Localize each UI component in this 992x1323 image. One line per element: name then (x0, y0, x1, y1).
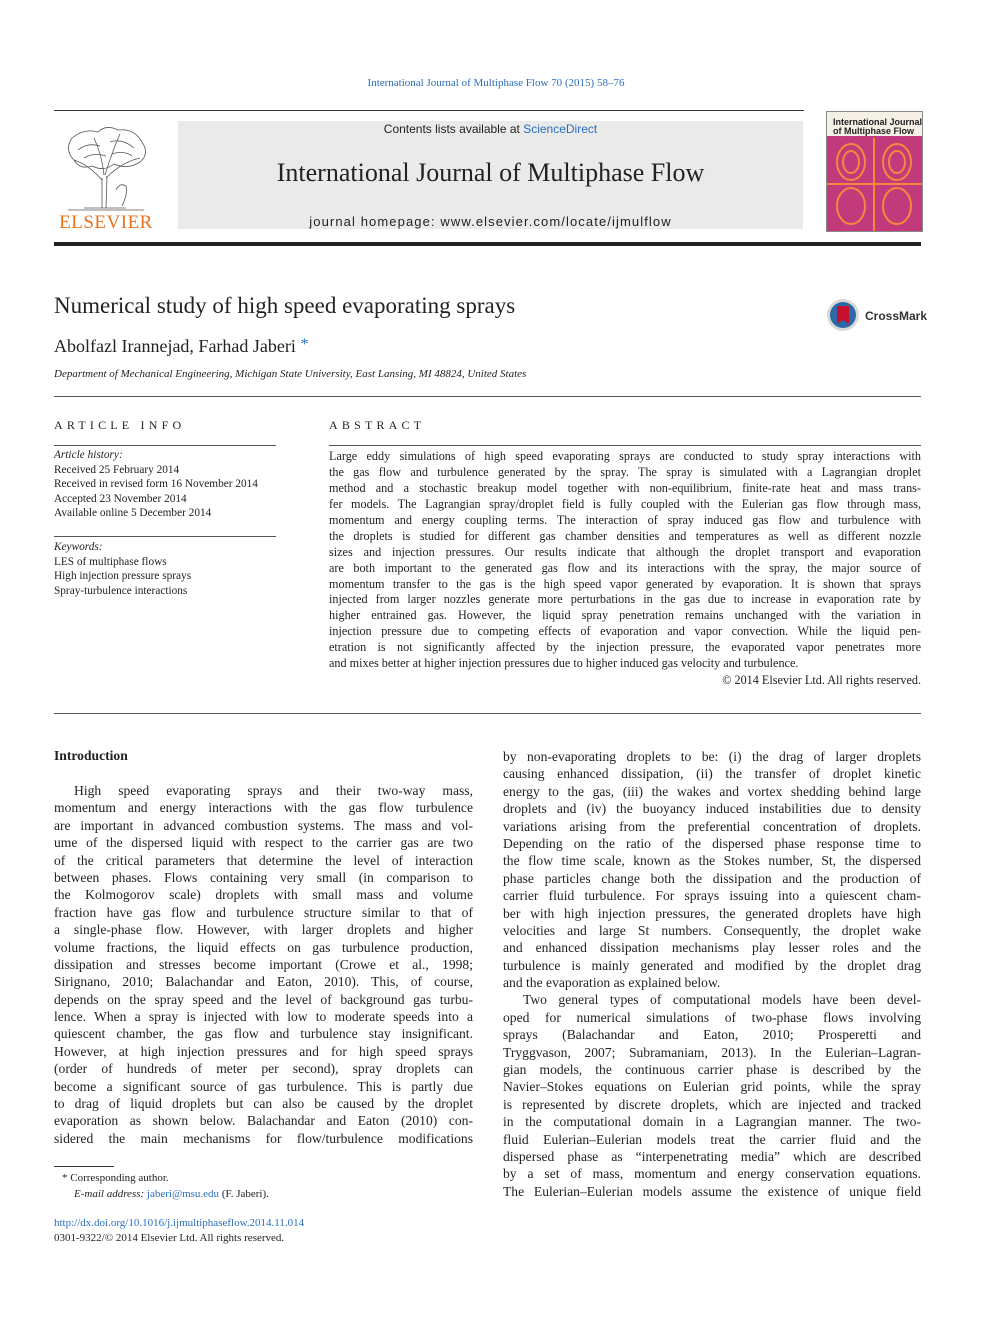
body-line: momentum and energy interactions with the gas flow turbulence (54, 800, 473, 816)
article-history (54, 448, 284, 521)
body-line: between phases. Flows containing very small (in comparison to (54, 869, 473, 885)
abstract-line: the droplets is studied for different gas chamber densities and temperatures as well as different nozzle (329, 528, 921, 543)
abstract-line: momentum and energy coupling terms. The interaction of spray induced gas flow and turbulence with (329, 512, 921, 527)
keyword-item: High injection pressure sprays (54, 570, 192, 583)
abstract-line: injected from larger nozzles generate more perturbations in the gas due to increase in evaporation rate by (329, 592, 921, 607)
body-line: fraction have gas flow and turbulence structure similar to that of (54, 904, 473, 920)
body-line: sprays (Balachandar and Eaton, 2010; Prosperetti and (503, 1027, 921, 1043)
history-received: Received 25 February 2014 (54, 463, 180, 476)
body-line: dispersed phase as “interpenetrating media” which are described (503, 1148, 921, 1164)
footnote (54, 1170, 269, 1202)
affiliation: Department of Mechanical Engineering, Michigan State University, East Lansing, MI 48824, United States (54, 368, 527, 380)
body-line: High speed evaporating sprays and their two-way mass, (74, 783, 473, 798)
abstract-line: sizes and injection pressures. Our results indicate that although the droplet transport and evaporation (329, 544, 921, 559)
corresponding-author-note: * Corresponding author. (62, 1172, 169, 1184)
body-line: droplets and (iv) the buoyancy induced instabilities due to density (503, 801, 921, 817)
abstract-line: the gas flow and turbulence generated by the spray. The spray is simulated with a Lagrangian droplet (329, 464, 921, 479)
history-online: Available online 5 December 2014 (54, 507, 212, 520)
corresponding-author-mark[interactable]: * (300, 336, 309, 353)
body-line: oped for numerical simulations of two-phase flows involving (503, 1009, 921, 1025)
body-line: velocities and large St numbers. Consequently, the droplet wake (503, 922, 921, 938)
body-line: a single-phase flow. However, with larger droplets and higher (54, 922, 473, 938)
body-line: The Eulerian–Eulerian models assume the existence of unique field (503, 1183, 921, 1199)
abstract-copyright: © 2014 Elsevier Ltd. All rights reserved. (722, 673, 921, 687)
history-revised: Received in revised form 16 November 2014 (54, 478, 258, 491)
body-line: by a set of mass, momentum and energy conservation equations. (503, 1166, 921, 1182)
email-link[interactable]: jaberi@msu.edu (146, 1188, 220, 1200)
history-accepted: Accepted 23 November 2014 (54, 492, 187, 505)
section-heading-introduction: Introduction (54, 748, 128, 763)
abstract-line: method and a stochastic breakup model together with non-equilibrium, finite-rate heat and mass trans- (329, 480, 921, 495)
abstract-line: injection pressure due to competing effects of evaporation and vapor convection. While the liquid pen- (329, 624, 921, 639)
journal-citation[interactable]: International Journal of Multiphase Flow 70 (2015) 58–76 (367, 77, 625, 89)
article-info-heading: ARTICLE INFO (54, 418, 186, 432)
body-line: volume fractions, the liquid effects on gas turbulence production, (54, 939, 473, 955)
body-line: and enhanced dissipation mechanisms play lesser roles and the (503, 940, 921, 956)
issn-line: 0301-9322/© 2014 Elsevier Ltd. All rights reserved. (54, 1232, 285, 1244)
body-line: However, at high injection pressures and for high speed sprays (54, 1043, 473, 1059)
footnote-rule (54, 1166, 114, 1167)
email-note: E-mail address: jaberi@msu.edu (F. Jaberi). (74, 1188, 269, 1200)
body-line: sidered the main mechanisms for flow/turbulence modifications (54, 1130, 473, 1146)
body-line: to drag of liquid droplets but can also be caused by the droplet (54, 1096, 473, 1112)
body-line: of the critical parameters that determine the level of interaction (54, 852, 473, 868)
elsevier-logo-text: ELSEVIER (59, 212, 153, 233)
authors: Abolfazl Irannejad, Farhad Jaberi * (54, 336, 309, 356)
body-line: variations arising from the preferential concentration of droplets. (503, 818, 921, 834)
doi-block (54, 1216, 304, 1246)
body-line: ume of the dispersed liquid with respect to the carrier gas are two (54, 835, 473, 851)
doi-link[interactable]: http://dx.doi.org/10.1016/j.ijmultiphaseflow.2014.11.014 (54, 1217, 305, 1229)
body-column-left (54, 782, 473, 1147)
abstract-line: momentum transfer to the gas is the high speed vapor generated by evaporation. It is shown that sprays (329, 576, 921, 591)
body-line: and the evaporation as explained below. (503, 975, 721, 991)
crossmark-label[interactable]: CrossMark (865, 309, 928, 323)
body-line: evaporation as shown below. Balachandar and Eaton (2010) con- (54, 1113, 473, 1129)
body-line: ber with high injection pressures, the generated droplets have high (503, 905, 921, 921)
abstract-line: fer models. The Lagrangian spray/droplet field is fully coupled with the Eulerian gas flow through mass, (329, 496, 921, 511)
body-line: Sirignano, 2010; Balachandar and Eaton, 2010). This, of course, (54, 974, 473, 990)
body-line: Tryggvason, 2007; Subramaniam, 2013). In the Eulerian–Lagran- (503, 1044, 921, 1060)
body-line: dissipation and stresses become important (Crowe et al., 1998; (54, 956, 473, 972)
body-line: phase particles change both the dissipation and the production of (503, 870, 921, 886)
cover-title: International Journal of Multiphase Flow (833, 117, 923, 136)
body-line: quiescent chamber, the gas flow and turbulence stay insignificant. (54, 1026, 473, 1042)
body-line: energy to the gas, (iii) the wakes and vortex shedding behind large (503, 783, 921, 799)
body-line: become a significant source of gas turbulence. This is partly due (54, 1078, 473, 1094)
body-line: is represented by discrete droplets, which are injected and tracked (503, 1096, 921, 1112)
body-line: carrier fluid turbulence. For sprays issuing into a quiescent cham- (503, 888, 921, 904)
body-column-right (503, 748, 921, 1200)
abstract-line: are both important to the generated gas flow and its interactions with the spray, the major source of (329, 560, 921, 575)
journal-homepage[interactable]: journal homepage: www.elsevier.com/locate/ijmulflow (309, 214, 672, 229)
body-line: gian models, the continuous carrier phase is described by the (503, 1062, 921, 1078)
body-line: causing enhanced dissipation, (ii) the transfer of droplet kinetic (503, 766, 921, 782)
journal-title: International Journal of Multiphase Flow (276, 158, 705, 187)
body-line: the Kolmogorov scale) droplets with small mass and volume (54, 887, 473, 903)
sciencedirect-link[interactable]: ScienceDirect (523, 122, 598, 136)
body-line: by non-evaporating droplets to be: (i) the drag of larger droplets (503, 749, 921, 764)
keywords-rule (54, 536, 276, 537)
body-rule (54, 713, 921, 714)
keyword-item: Spray-turbulence interactions (54, 584, 188, 597)
abstract-rule (329, 445, 921, 446)
keywords-label: Keywords: (54, 541, 103, 553)
header-top-rule (54, 110, 804, 111)
abstract-heading: ABSTRACT (329, 418, 426, 432)
keyword-item: LES of multiphase flows (54, 555, 167, 568)
article-info-rule (54, 445, 276, 446)
body-line: depends on the spray speed and the level of background gas turbu- (54, 991, 473, 1007)
abstract-line: higher entrained gas. However, the liquid spray penetration remains unchanged with the variation in (329, 608, 921, 623)
body-line: are important in advanced combustion systems. The mass and vol- (54, 817, 473, 833)
body-line: fluid Eulerian–Eulerian models treat the carrier fluid and the (503, 1131, 921, 1147)
affiliation-rule (54, 396, 921, 397)
article-title: Numerical study of high speed evaporating sprays (54, 293, 516, 318)
abstract-line: Large eddy simulations of high speed evaporating sprays are conducted to study spray interactions with (329, 449, 921, 463)
body-line: turbulence is mainly generated and modified by the droplet drag (503, 957, 921, 973)
abstract-line: etration is not significantly affected by the injection pressure, the evaporated vapor penetrates more (329, 640, 921, 655)
contents-line: Contents lists available at ScienceDirect (383, 122, 598, 136)
journal-cover-thumbnail[interactable] (826, 111, 923, 232)
abstract-line: and mixes better at higher injection pressures due to higher induced gas velocity and turbulence. (329, 656, 799, 671)
body-line: lence. When a spray is injected with low to moderate speeds into a (54, 1009, 473, 1025)
history-label: Article history: (54, 449, 123, 461)
body-line: (order of hundreds of meter per second), spray droplets can (54, 1061, 473, 1077)
keywords (54, 540, 284, 598)
body-line: the flow time scale, known as the Stokes number, St, the dispersed (503, 853, 921, 869)
body-line: Navier–Stokes equations on Eulerian grid points, while the spray (503, 1079, 921, 1095)
header-thick-rule (54, 242, 921, 246)
body-line: Two general types of computational models have been devel- (523, 992, 921, 1008)
body-line: in the computational domain in a Lagrangian manner. The two- (503, 1114, 921, 1130)
body-line: Depending on the ratio of the dispersed phase response time to (503, 835, 921, 851)
abstract-text (329, 449, 921, 672)
